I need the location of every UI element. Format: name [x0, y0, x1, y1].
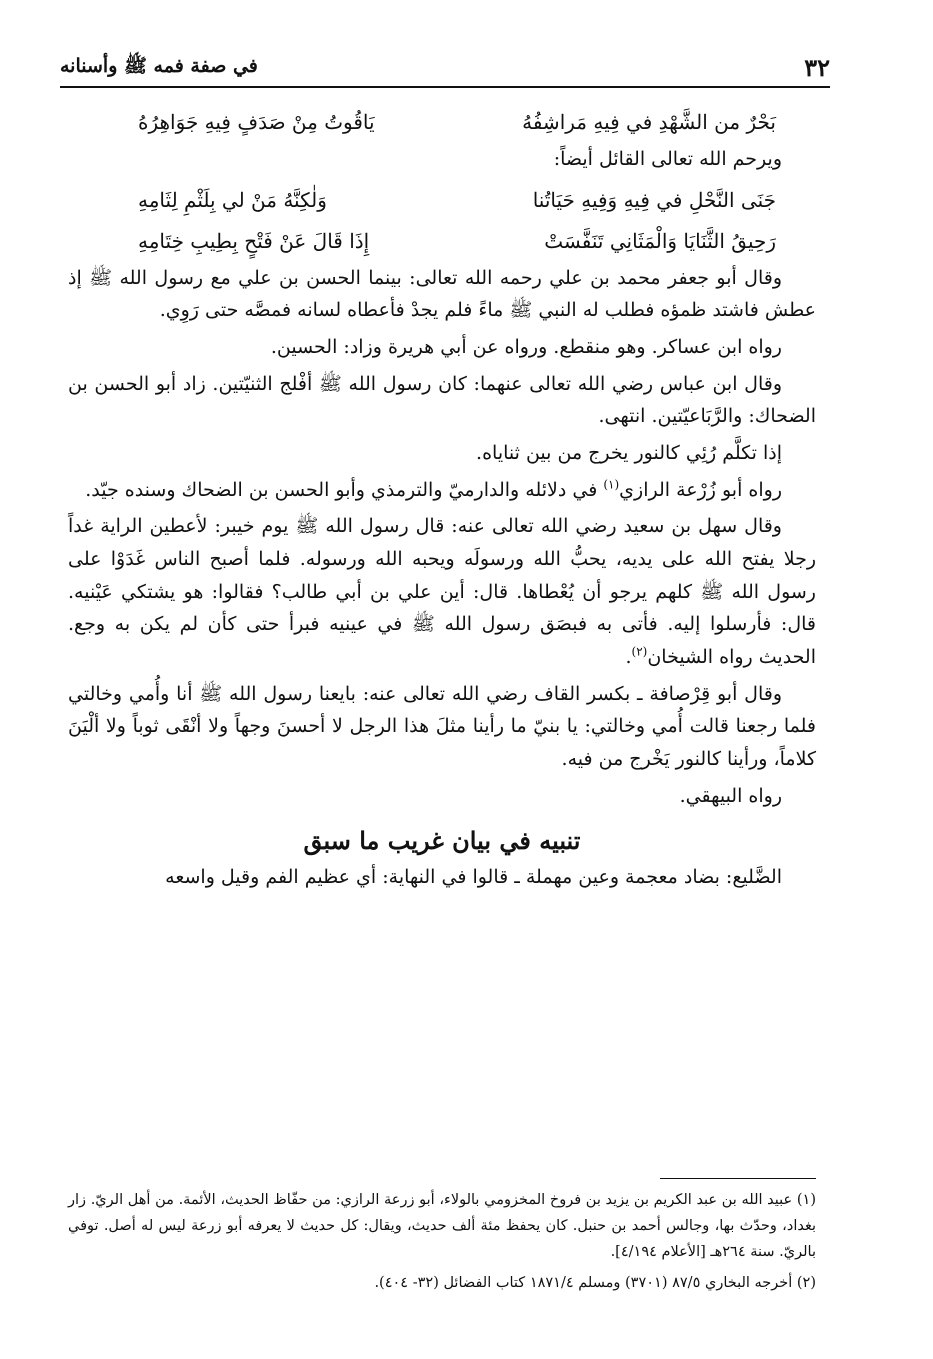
paragraph: وقال ابن عباس رضي الله تعالى عنهما: كان رسول الله ﷺ أفْلج الثنيّتين. زاد أبو الحسن بن الضحاك: والرَّبَاعيّتين. انتهى. — [68, 372, 816, 428]
paragraph: الضَّليع: بضاد معجمة وعين مهملة ـ قالوا في النهاية: أي عظيم الفم وقيل واسعه — [165, 865, 782, 888]
verse-second-hemistich: يَاقُوتُ مِنْ صَدَفٍ فِيهِ جَوَاهِرُهُ — [138, 110, 375, 134]
paragraph: رواه البيهقي. — [679, 784, 782, 807]
paragraph-text: وقال سهل بن سعيد رضي الله تعالى عنه: قال رسول الله ﷺ يوم خيبر: لأعطين الراية غداً رجلا يفتح الله على يديه، يحبُّ الله ورسولَه ويحبه الله ورسوله. فلما أصبح الناس غَدَوْا على رسول الله ﷺ كلهم يرجو أن يُعْطاها. قال: أين علي بن أبي طالب؟ فقالوا: هو يشتكي عَيْنيه. قال: فأرسلوا إليه. فأتى به فبصَق رسول الله ﷺ في عينيه فبرأ حتى كأن لم يكن به وجع. الحديث رواه الشيخان — [68, 515, 816, 669]
verse-first-hemistich: جَنَى النَّحْلِ في فِيهِ وَفِيهِ حَيَاتُنا — [532, 187, 776, 212]
paragraph: إذا تكلَّم رُئِي كالنور يخرج من بين ثناياه. — [476, 442, 782, 465]
footnote-ref: (١) — [603, 477, 620, 492]
paragraph: وقال أبو جعفر محمد بن علي رحمه الله تعالى: بينما الحسن بن علي مع رسول الله ﷺ إذ عطش فاشتد ظمؤه فطلب له النبي ﷺ ماءً فلم يجدْ فأعطاه لسانه فمصَّه حتى رَوِي. — [68, 266, 816, 322]
running-title: في صفة فمه ﷺ وأسنانه — [60, 55, 258, 77]
poem-verse — [68, 180, 816, 221]
paragraph-text: رواه أبو زُرْعة الرازي — [619, 478, 782, 501]
paragraph — [68, 474, 816, 507]
paragraph: وقال أبو قِرْصافة ـ بكسر القاف رضي الله تعالى عنه: بايعنا رسول الله ﷺ أنا وأُمي وخالتي فلما رجعنا قالت أُمي وخالتي: يا بنيّ ما رأينا مثلَ هذا الرجل لا أحسنَ وجهاً ولا أنْقَى ثوباً ولا ألْيَنَ كلاماً، ورأينا كالنور يَخْرج من فيه. — [68, 682, 816, 771]
footnote: (٢) أخرجه البخاري ٨٧/٥ (٣٧٠١) ومسلم ١٨٧١/٤ كتاب الفضائل (٣٢- ٤٠٤). — [374, 1275, 816, 1292]
paragraph-text: . — [625, 646, 632, 669]
main-text — [68, 102, 816, 897]
page-header — [60, 48, 830, 88]
poem-verse — [68, 102, 816, 143]
footnote-divider — [660, 1178, 816, 1179]
verse-first-hemistich: رَحِيقُ الثَّنَايَا وَالْمَثَانِي تَنَفَّسَتْ — [544, 228, 776, 253]
footnotes — [68, 1188, 816, 1303]
verse-first-hemistich: بَحْرٌ من الشَّهْدِ في فِيهِ مَراشِفُهُ — [522, 110, 776, 134]
intro-line: ويرحم الله تعالى القائل أيضاً: — [553, 148, 782, 170]
paragraph: رواه ابن عساكر. وهو منقطع. ورواه عن أبي هريرة وزاد: الحسين. — [270, 336, 782, 359]
section-heading: تنبيه في بيان غريب ما سبق — [303, 826, 581, 856]
page-number: ٣٢ — [804, 53, 830, 82]
verse-second-hemistich: إِذَا قَالَ عَنْ فَتْحٍ بِطِيبِ خِتَامِهِ — [138, 228, 370, 253]
footnote-ref: (٢) — [631, 644, 648, 659]
footnote: (١) عبيد الله بن عبد الكريم بن يزيد بن فروخ المخزومي بالولاء، أبو زرعة الرازي: من حفّاظ الحديث، الأئمة. من أهل الريّ. زار بغداد، وحدّث بها، وجالس أحمد بن حنبل. كان يحفظ مئة ألف حديث، ويقال: كل حديث لا يعرفه أبو زرعة ليس له أصل. توفي بالريّ. سنة ٢٦٤هـ [الأعلام ٤/١٩٤]. — [68, 1192, 816, 1260]
paragraph — [68, 510, 816, 673]
poem-verse — [68, 221, 816, 262]
paragraph-text: في دلائله والدارميّ والترمذي وأبو الحسن بن الضحاك وسنده جيّد. — [85, 478, 604, 501]
verse-second-hemistich: وَلٰكِنَّهُ مَنْ لي بِلَثْمِ لِثَامِهِ — [138, 187, 327, 212]
